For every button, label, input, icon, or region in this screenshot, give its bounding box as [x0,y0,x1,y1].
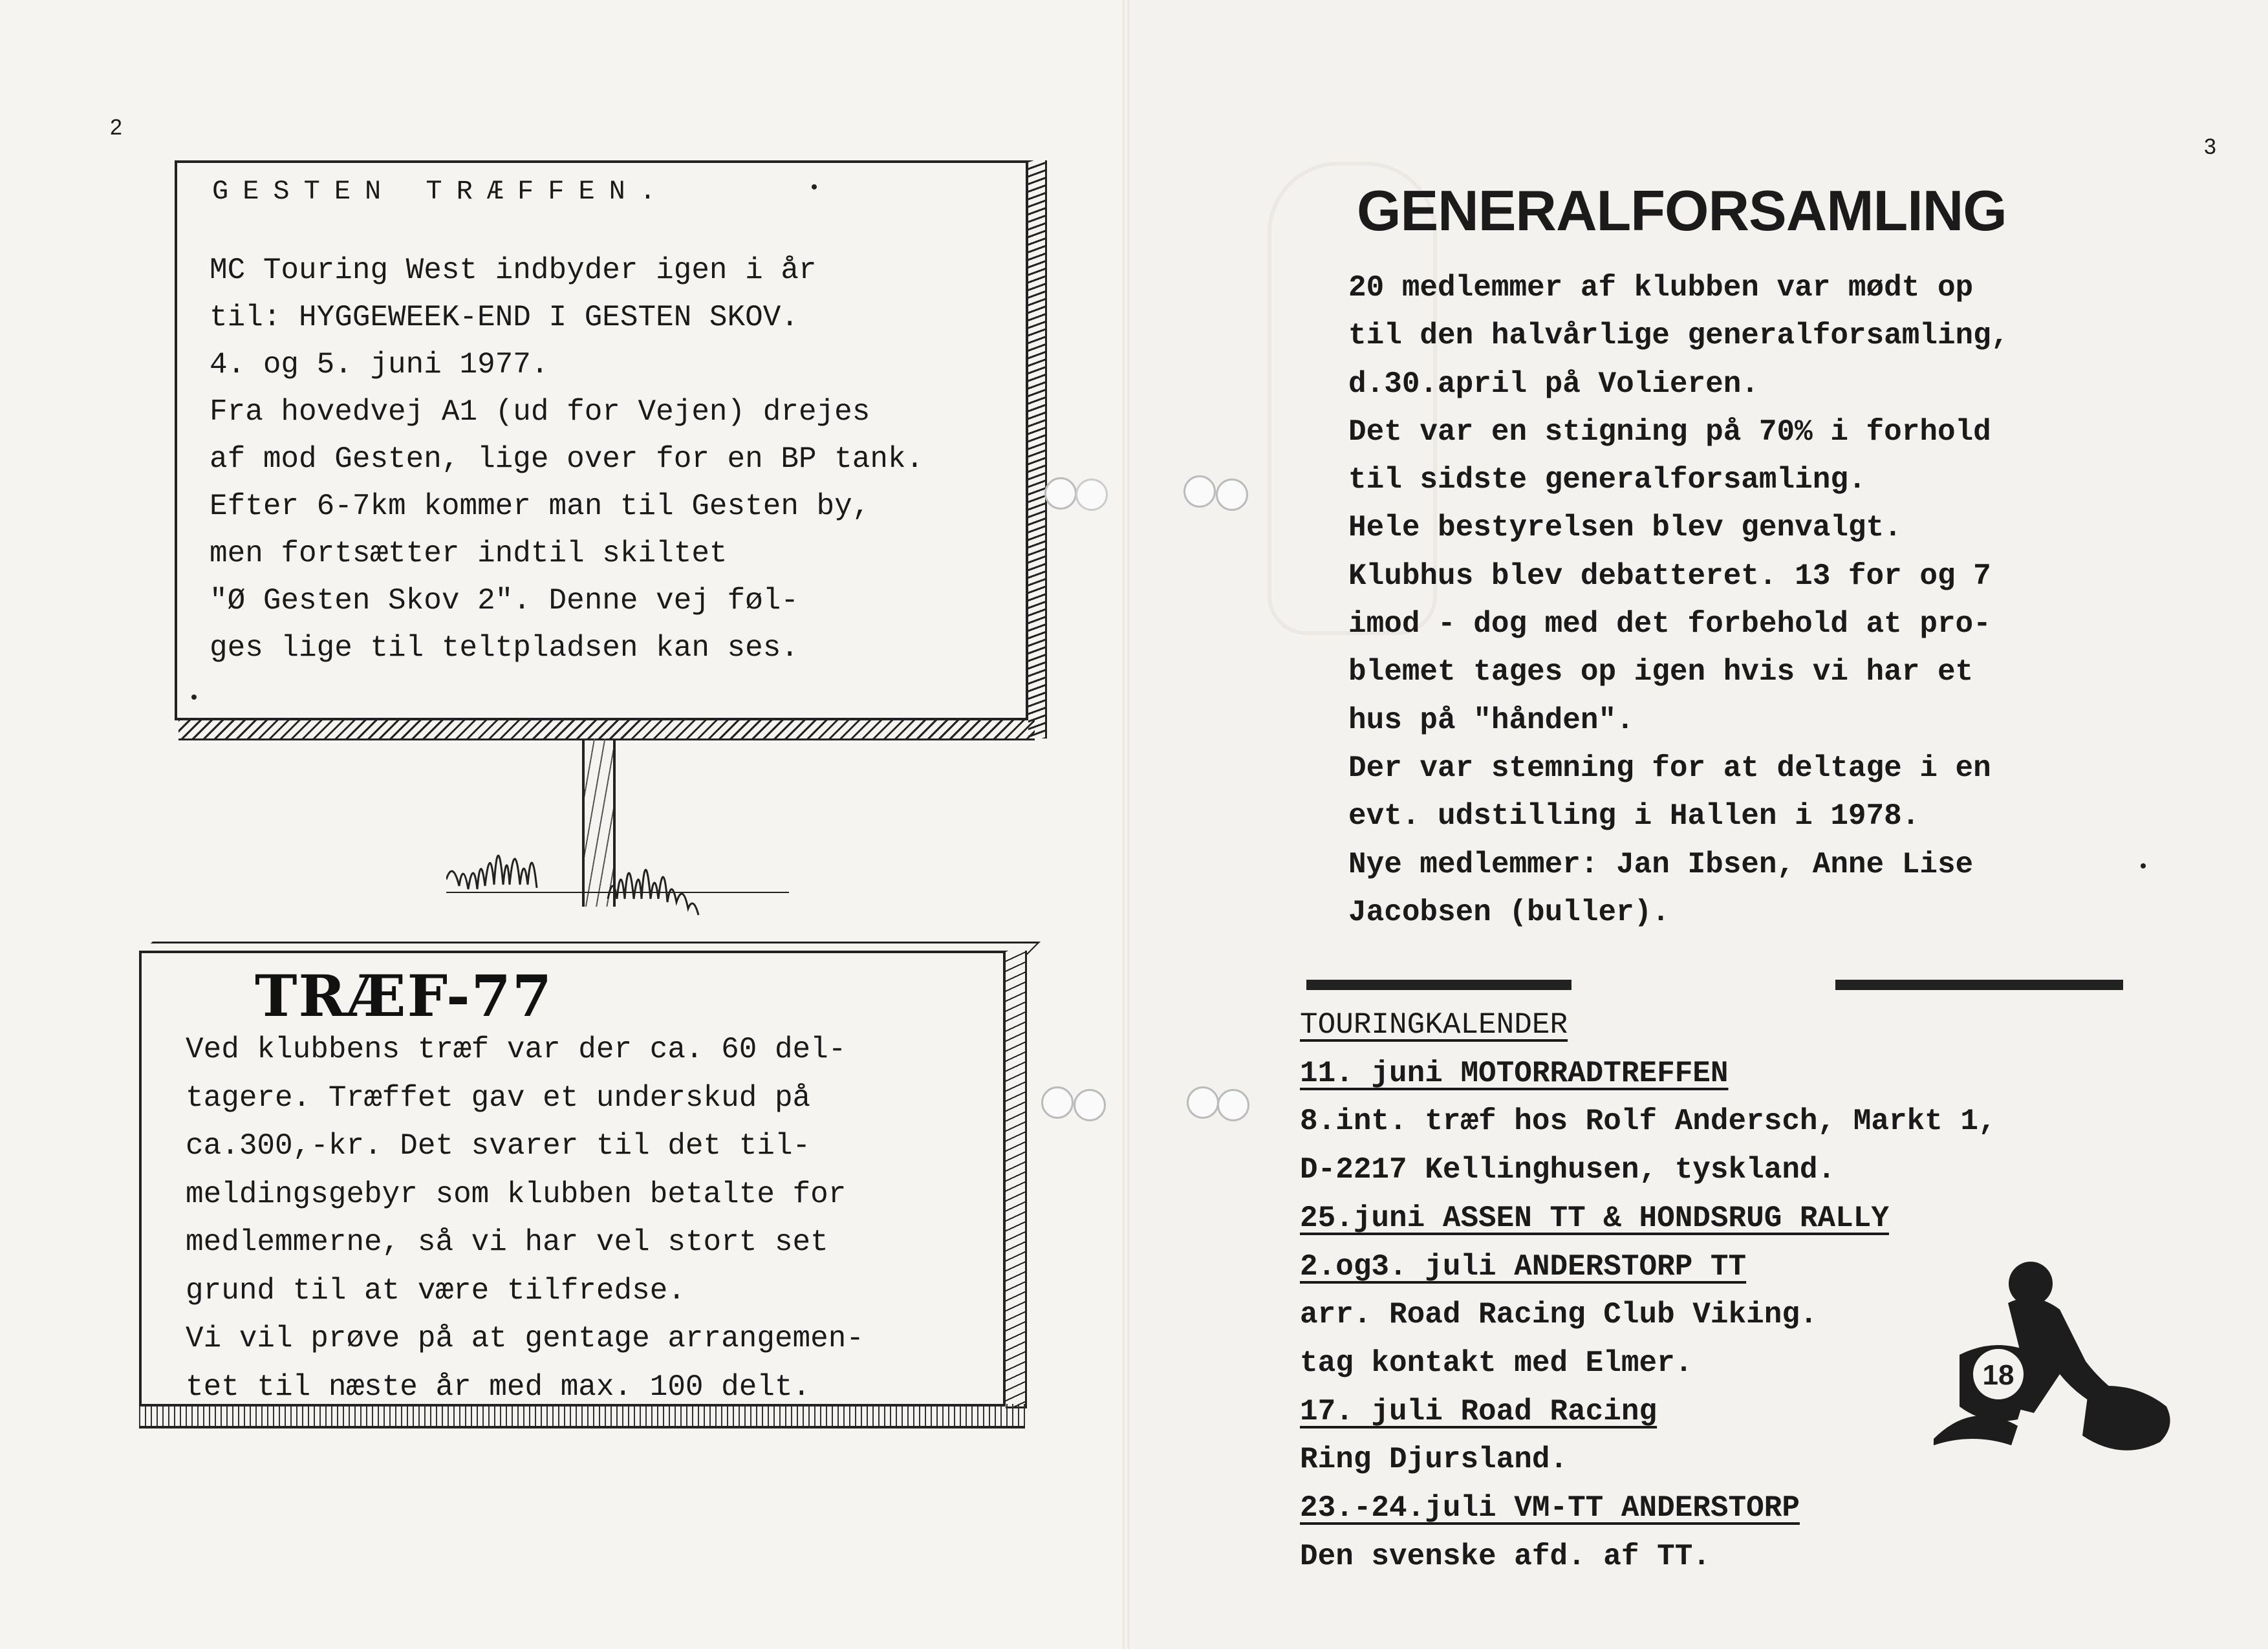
touringkalender-item: 11. juni MOTORRADTREFFEN [1300,1056,1729,1090]
gf-line: til sidste generalforsamling. [1348,463,1866,497]
sign-board-side [1028,160,1047,738]
traef-77-box [139,951,1006,1406]
gesten-text [210,247,1005,672]
touringkalender-item: 2.og3. juli ANDERSTORP TT [1300,1249,1747,1284]
gf-line: 20 medlemmer af klubben var mødt op [1348,271,1974,305]
touringkalender-item: 17. juli Road Racing [1300,1394,1658,1428]
punch-hole [1187,1086,1219,1119]
punch-hole [1217,1089,1249,1121]
gf-line: evt. udstilling i Hallen i 1978. [1348,799,1920,834]
touringkalender-item: Ring Djursland. [1300,1443,1568,1477]
gf-line: Klubhus blev debatteret. 13 for og 7 [1348,559,1991,593]
gesten-line: 4. og 5. juni 1977. [210,348,549,382]
traef-line: Vi vil prøve på at gentage arrangemen- [186,1322,864,1355]
divider-bar-right [1835,980,2123,990]
gesten-line: Efter 6-7km kommer man til Gesten by, [210,490,870,523]
gf-line: Jacobsen (buller). [1348,895,1670,929]
touringkalender-item: arr. Road Racing Club Viking. [1300,1298,1818,1332]
touringkalender-item: Den svenske afd. af TT. [1300,1539,1711,1573]
gf-line: Der var stemning for at deltage i en [1348,751,1991,785]
traef-line: medlemmerne, så vi har vel stort set [186,1225,828,1259]
touringkalender-item: 25.juni ASSEN TT & HONDSRUG RALLY [1300,1201,1889,1235]
traef-box-side [1006,951,1027,1408]
traef-text [186,1026,981,1411]
punch-hole [1074,1089,1106,1121]
sign-board-edge [178,719,1035,740]
decor-dot [191,695,197,700]
gf-line: Hele bestyrelsen blev genvalgt. [1348,511,1902,545]
gf-line: blemet tages op igen hvis vi har et [1348,655,1974,689]
decor-dot [812,184,817,189]
traef-line: tet til næste år med max. 100 delt. [186,1370,811,1404]
touringkalender-item: D-2217 Kellinghusen, tyskland. [1300,1153,1836,1187]
touringkalender-heading: TOURINGKALENDER [1300,1008,1568,1042]
gesten-line: til: HYGGEWEEK-END I GESTEN SKOV. [210,301,799,334]
generalforsamling-text [1348,264,2202,936]
gf-line: Nye medlemmer: Jan Ibsen, Anne Lise [1348,847,1974,881]
generalforsamling-heading: GENERALFORSAMLING [1357,178,2007,242]
page-number-right: 3 [2204,135,2216,159]
gesten-line: af mod Gesten, lige over for en BP tank. [210,442,924,476]
gesten-line: MC Touring West indbyder igen i år [210,253,817,287]
traef-line: grund til at være tilfredse. [186,1273,686,1308]
decor-dot [2141,863,2146,868]
gesten-line: ges lige til teltpladsen kan ses. [210,631,799,665]
gesten-line: men fortsætter indtil skiltet [210,537,728,570]
gesten-line: Fra hovedvej A1 (ud for Vejen) drejes [210,395,870,429]
divider-bar-left [1306,980,1571,990]
traef-line: meldingsgebyr som klubben betalte for [186,1177,847,1211]
traef-line: ca.300,-kr. Det svarer til det til- [186,1129,811,1163]
traef-line: tagere. Træffet gav et underskud på [186,1081,811,1115]
gesten-line: "Ø Gesten Skov 2". Denne vej føl- [210,584,799,618]
punch-hole [1183,475,1216,508]
punch-hole [1041,1086,1074,1119]
touringkalender-item: 23.-24.juli VM-TT ANDERSTORP [1300,1491,1800,1525]
gf-line: Det var en stigning på 70% i forhold [1348,415,1991,449]
page-number-left: 2 [110,115,122,140]
gesten-sign [175,160,1028,720]
punch-hole [1075,479,1108,511]
racer-number: 18 [1982,1359,2014,1391]
gf-line: d.30.april på Volieren. [1348,367,1759,401]
traef-line: Ved klubbens træf var der ca. 60 del- [186,1033,847,1066]
punch-hole [1216,479,1248,511]
punch-hole [1044,477,1077,510]
motorcycle-racer-illustration [1934,1258,2179,1465]
grass-illustration [446,821,789,925]
gf-line: imod - dog med det forbehold at pro- [1348,607,1991,641]
touringkalender-item: tag kontakt med Elmer. [1300,1346,1693,1380]
gesten-title: GESTEN TRÆFFEN. [212,176,671,207]
traef-heading: TRÆF-77 [255,962,554,1029]
touringkalender-item: 8.int. træf hos Rolf Andersch, Markt 1, [1300,1105,1996,1139]
center-fold [1123,0,1129,1649]
gf-line: hus på "hånden". [1348,703,1634,737]
gf-line: til den halvårlige generalforsamling, [1348,319,2009,353]
